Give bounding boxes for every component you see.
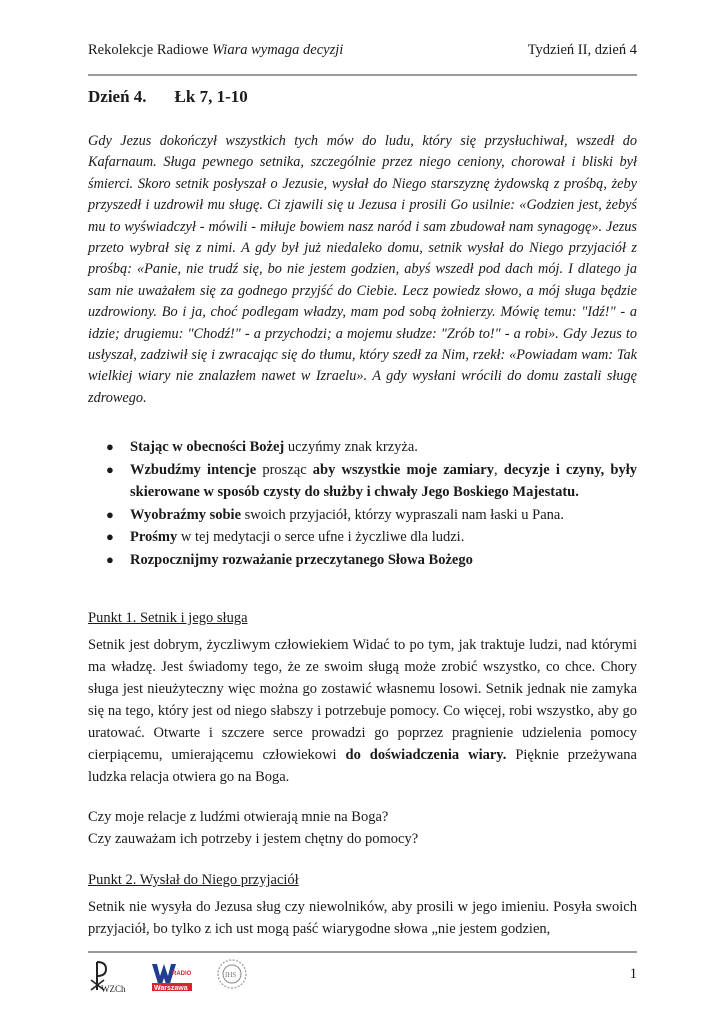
section-2-paragraph: Setnik nie wysyła do Jezusa sług czy niewolników, aby prosili w jego imieniu. Posyła swoich przyjaciół, bo tylko z ich ust mogą paść wiarygodne słowa „nie jestem godzien, xyxy=(88,899,637,937)
footer-logos xyxy=(88,956,258,1000)
ihs-text: IHS xyxy=(225,971,237,979)
header-divider xyxy=(88,74,637,76)
paragraph-text: Pięknie przeżywana ludzka relacja otwiera go na Boga. xyxy=(88,747,637,785)
gospel-passage: Gdy Jezus dokończył wszystkich tych mów do ludu, który się przysłuchiwał, wszedł do Kafarnaum. Sługa pewnego setnika, szczególnie przez niego ceniony, chorował i bliski był śmierci. Skoro setnik posłyszał o Jezusie, wysłał do Niego starszyznę żydowską z prośbą, żeby przyszedł i uzdrowił mu sługę. Ci zjawili się u Jezusa i prosili Go usilnie: «Godzien jest, żebyś mu to wyświadczył - mówili - miłuje bowiem nasz naród i sam zbudował nam synagogę». Jezus przeto wybrał się z nimi. A gdy był już niedaleko domu, setnik wysłał do Niego przyjaciół z prośbą: «Panie, nie trudź się, bo nie jestem godzien, abyś wszedł pod dach mój. I dlatego ja sam nie uważałem się za godnego przyjść do Ciebie. Lecz powiedz słowo, a mój sługa będzie uzdrowiony. Bo i ja, choć podlegam władzy, mam pod sobą żołnierzy. Mówię temu: "Idź!" - a idzie; drugiemu: "Chodź!" - a przychodzi; a mojemu słudze: "Zrób to!" - a robi». Gdy Jezus to usłyszał, zadziwił się i zwracając się do tłumu, który szedł za Nim, rzekł: «Powiadam wam: Tak wielkiej wiary nie znalazłem nawet w Izraelu». A gdy wysłani wrócili do domu zastali sługę zdrowego. xyxy=(88,133,637,406)
footer-logos-svg xyxy=(88,956,258,1000)
bullet-bold: Wyobraźmy sobie xyxy=(130,506,242,523)
radio-warszawa-logo xyxy=(152,964,192,992)
list-item xyxy=(106,504,637,527)
list-item xyxy=(106,526,637,549)
bullet-text: swoich przyjaciół, którzy wypraszali nam łaski u Pana. xyxy=(241,506,564,523)
footer-divider xyxy=(88,951,637,953)
paragraph-bold: do doświadczenia wiary. xyxy=(345,747,507,763)
bullet-bold: Prośmy xyxy=(130,529,178,545)
section-1-paragraph xyxy=(88,634,637,788)
list-item xyxy=(106,436,637,459)
bullet-icon: ● xyxy=(106,506,114,522)
bullet-icon: ● xyxy=(106,551,114,567)
page-number: 1 xyxy=(629,966,637,982)
warszawa-text: Warszawa xyxy=(154,985,188,992)
bullet-bold: Stając w obecności Bożej xyxy=(130,439,285,455)
wzch-logo xyxy=(91,962,126,994)
list-item xyxy=(106,549,637,572)
bullet-bold: Wzbudźmy intencje xyxy=(130,461,257,478)
bullet-bold: aby wszystkie moje zamiary xyxy=(312,461,494,478)
section-1-title: Punkt 1. Setnik i jego sługa xyxy=(88,610,248,626)
bullet-icon: ● xyxy=(106,529,114,544)
reflection-question: Czy moje relacje z ludźmi otwierają mnie na Boga? xyxy=(88,809,389,825)
day-label: Dzień 4. xyxy=(88,87,147,106)
bullet-text: , xyxy=(493,461,504,478)
page-header xyxy=(88,42,637,59)
bullet-text: prosząc xyxy=(256,461,313,478)
header-series: Rekolekcje Radiowe xyxy=(88,42,213,58)
paragraph-text: Setnik jest dobrym, życzliwym człowiekiem Widać to po tym, jak traktuje ludzi, nad którymi ma władzę. Jest świadomy tego, że ze swoim sługą może zrobić wszystko, co chce. Chory sługa jest nieużyteczny więc można go zostawić własnemu losowi. Setnik jednak nie zamyka się na tego, który jest od niego słabszy i potrzebuje pomocy. Co więcej, robi wszystko, aby go uratować. Otwarte i szczere serce prowadzi go poprzez pragnienie udzielenia pomocy cierpiącemu, umierającemu człowiekowi xyxy=(88,637,637,763)
header-series-title: Wiara wymaga decyzji xyxy=(212,42,344,58)
bullet-icon: ● xyxy=(106,439,114,454)
header-week-day: Tydzień II, dzień 4 xyxy=(527,42,637,58)
bullet-text: w tej medytacji o serce ufne i życzliwe dla ludzi. xyxy=(177,529,465,545)
reflection-question: Czy zauważam ich potrzeby i jestem chętny do pomocy? xyxy=(88,831,419,847)
header-title xyxy=(88,42,343,59)
day-heading xyxy=(88,87,248,107)
ihs-emblem-logo xyxy=(218,960,246,988)
wzch-text: WZCh xyxy=(101,984,126,994)
scripture-reference: Łk 7, 1-10 xyxy=(174,87,248,106)
bullet-icon: ● xyxy=(106,461,114,477)
list-item xyxy=(106,459,638,504)
bullet-bold: decyzje i czyny, były skierowane w sposób czysty do służby i chwały Jego Boskiego Majestatu. xyxy=(130,461,638,500)
section-2-title: Punkt 2. Wysłał do Niego przyjaciół xyxy=(88,872,299,888)
radio-text: RADIO xyxy=(172,971,192,977)
bullet-text: uczyńmy znak krzyża. xyxy=(284,439,418,455)
prayer-steps-list xyxy=(88,436,637,571)
reflection-questions xyxy=(88,806,637,850)
bullet-bold: Rozpocznijmy rozważanie przeczytanego Słowa Bożego xyxy=(130,551,473,568)
